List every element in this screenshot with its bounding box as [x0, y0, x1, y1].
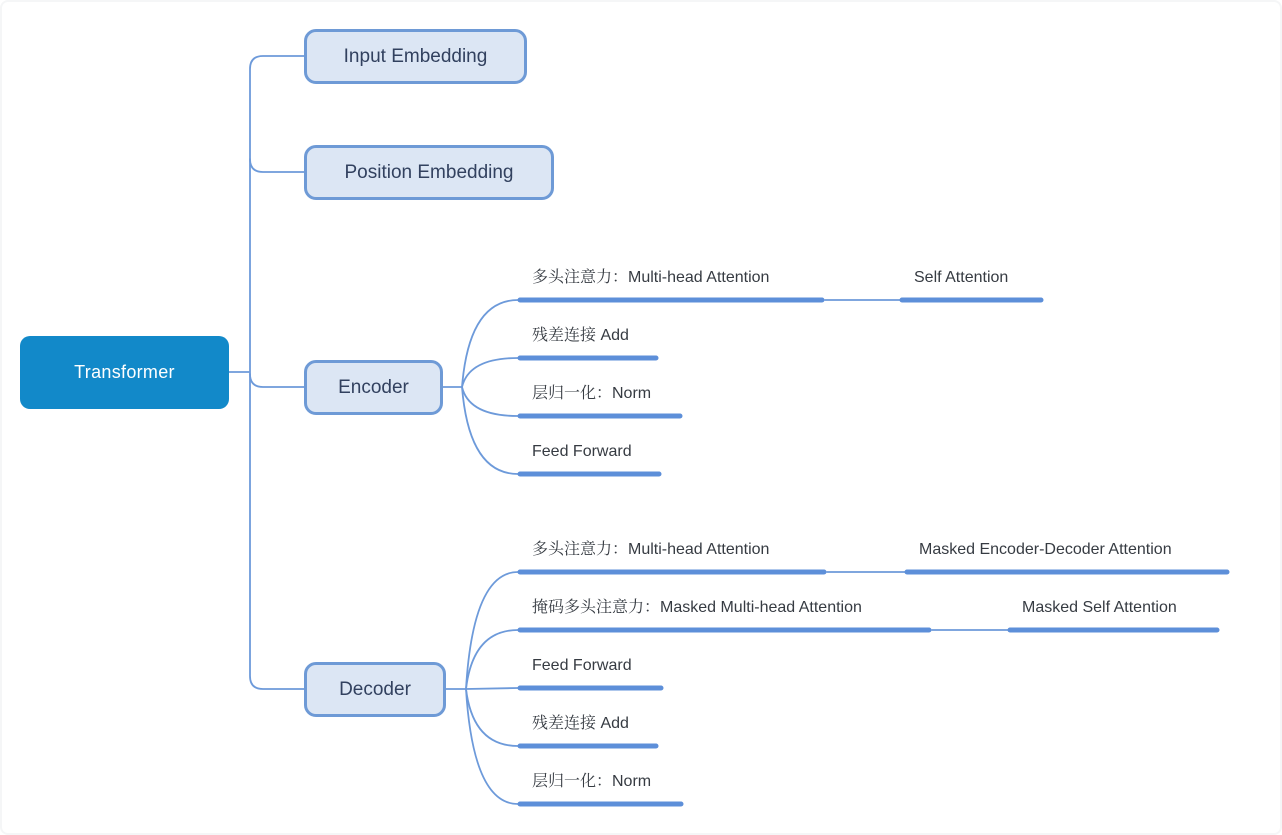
topic-decoder-feed-forward[interactable]: Feed Forward	[532, 657, 632, 674]
connector-line	[250, 56, 304, 689]
connector-line	[250, 159, 304, 172]
topic-encoder[interactable]: Encoder	[304, 360, 443, 415]
topic-input-embedding[interactable]: Input Embedding	[304, 29, 527, 84]
connector-line	[466, 689, 518, 746]
connector-line	[466, 688, 518, 689]
topic-decoder-multihead-attention[interactable]: 多头注意力：Multi-head Attention	[532, 541, 770, 558]
connector-line	[462, 300, 518, 387]
topic-position-embedding[interactable]: Position Embedding	[304, 145, 554, 200]
connector-layer	[2, 2, 1282, 835]
topic-masked-self-attention[interactable]: Masked Self Attention	[1022, 599, 1177, 616]
connector-line	[466, 630, 518, 689]
connector-line	[466, 572, 518, 689]
connector-line	[462, 387, 518, 416]
connector-line	[250, 374, 304, 387]
topic-decoder-layer-norm[interactable]: 层归一化：Norm	[532, 773, 652, 790]
topic-decoder-masked-multihead-attention[interactable]: 掩码多头注意力：Masked Multi-head Attention	[532, 599, 862, 616]
topic-masked-encoder-decoder-attention[interactable]: Masked Encoder-Decoder Attention	[919, 541, 1172, 558]
topic-decoder-residual-add[interactable]: 残差连接 Add	[532, 715, 629, 732]
connector-line	[462, 387, 518, 474]
topic-self-attention[interactable]: Self Attention	[914, 269, 1009, 286]
topic-decoder[interactable]: Decoder	[304, 662, 446, 717]
topic-encoder-feed-forward[interactable]: Feed Forward	[532, 443, 632, 460]
topic-encoder-layer-norm[interactable]: 层归一化：Norm	[532, 385, 652, 402]
topic-encoder-multihead-attention[interactable]: 多头注意力：Multi-head Attention	[532, 269, 770, 286]
connector-line	[466, 689, 518, 804]
connector-line	[462, 358, 518, 387]
topic-root-transformer[interactable]: Transformer	[20, 336, 229, 409]
topic-encoder-residual-add[interactable]: 残差连接 Add	[532, 327, 629, 344]
